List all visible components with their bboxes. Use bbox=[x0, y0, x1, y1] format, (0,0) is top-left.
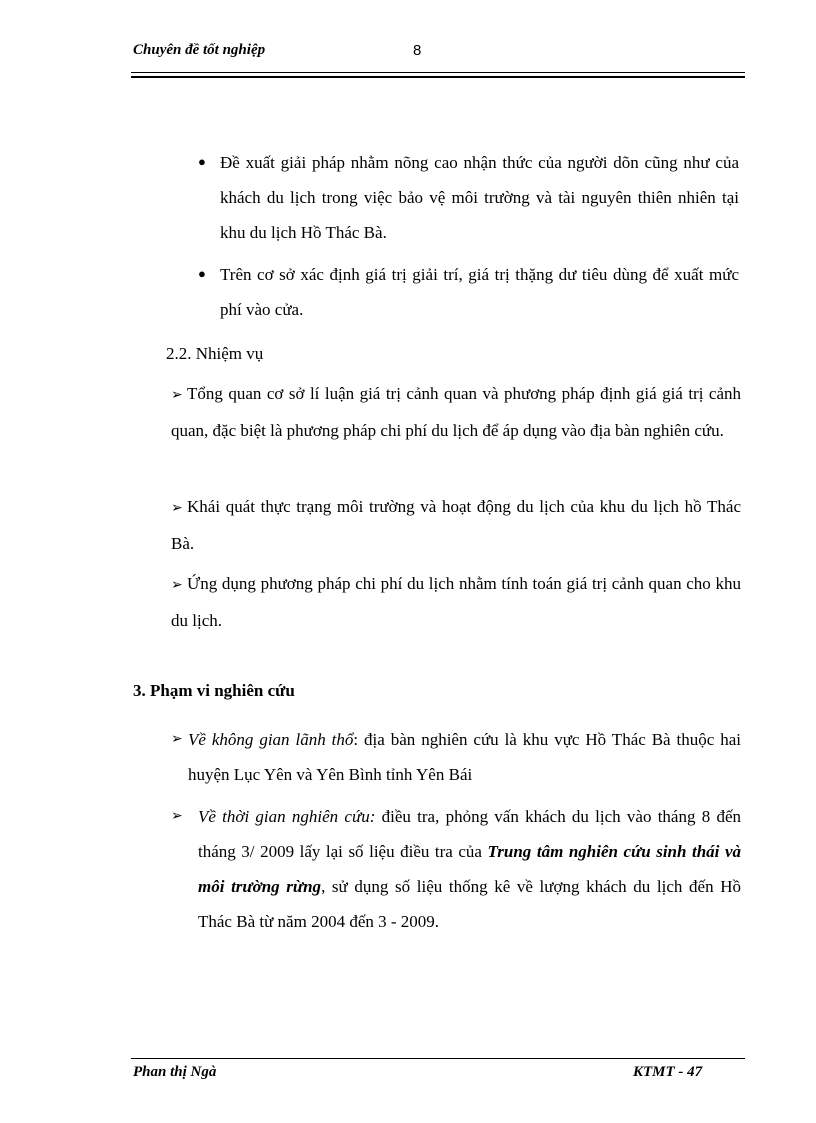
header-title: Chuyên đề tốt nghiệp bbox=[133, 42, 266, 58]
task-item-2 bbox=[171, 489, 741, 561]
scope-space-text: : địa bàn nghiên cứu là khu vực Hồ Thác Bà thuộc hai huyện Lục Yên và Yên Bình tỉnh Yên Bái bbox=[188, 730, 741, 784]
task-item-1-text: Tổng quan cơ sở lí luận giá trị cảnh quan và phương pháp định giá giá trị cảnh quan, đặc biệt là phương pháp chi phí du lịch để áp dụng vào địa bàn nghiên cứu. bbox=[171, 384, 741, 440]
footer-rule bbox=[131, 1058, 745, 1059]
tasks-heading: 2.2. Nhiệm vụ bbox=[166, 344, 264, 363]
scope-time-organization: Trung tâm nghiên cứu sinh thái và môi trường rừng bbox=[198, 842, 741, 896]
task-item-2-text: Khái quát thực trạng môi trường và hoạt động du lịch của khu du lịch hồ Thác Bà. bbox=[171, 497, 741, 553]
arrow-icon: ➢ bbox=[171, 808, 183, 824]
arrow-icon: ➢ bbox=[171, 387, 183, 403]
footer-code: KTMT - 47 bbox=[633, 1064, 703, 1080]
task-item-3 bbox=[171, 566, 741, 638]
objective-bullet-2: Trên cơ sở xác định giá trị giải trí, giá trị thặng dư tiêu dùng để xuất mức phí vào cửa. bbox=[220, 265, 739, 319]
task-item-1 bbox=[171, 376, 741, 448]
bullet-icon: ● bbox=[198, 154, 206, 169]
objective-bullet-1: Đề xuất giải pháp nhằm nõng cao nhận thức của người dõn cũng như của khách du lịch trong việc bảo vệ môi trường và tài nguyên thiên nhiên tại khu du lịch Hồ Thác Bà. bbox=[220, 153, 739, 242]
bullet-icon: ● bbox=[198, 266, 206, 281]
footer-author: Phan thị Ngà bbox=[133, 1064, 217, 1080]
arrow-icon: ➢ bbox=[171, 500, 183, 516]
scope-time bbox=[198, 799, 741, 939]
arrow-icon: ➢ bbox=[171, 731, 183, 747]
arrow-icon: ➢ bbox=[171, 577, 183, 593]
scope-time-text-2: , sử dụng số liệu thống kê về lượng khách du lịch đến Hồ Thác Bà từ năm 2004 đến 3 - 2009. bbox=[198, 877, 741, 931]
scope-space-label: Về không gian lãnh thổ bbox=[188, 730, 354, 749]
scope-time-label: Về thời gian nghiên cứu: bbox=[198, 807, 376, 826]
scope-time-text-1: điều tra, phỏng vấn khách du lịch vào tháng 8 đến tháng 3/ 2009 lấy lại số liệu điều tra của bbox=[198, 807, 741, 861]
scope-heading: 3. Phạm vi nghiên cứu bbox=[133, 681, 295, 700]
task-item-3-text: Ứng dụng phương pháp chi phí du lịch nhằm tính toán giá trị cảnh quan cho khu du lịch. bbox=[171, 574, 741, 630]
header-rule bbox=[131, 72, 745, 78]
scope-space bbox=[188, 722, 741, 792]
page-number: 8 bbox=[413, 42, 422, 59]
